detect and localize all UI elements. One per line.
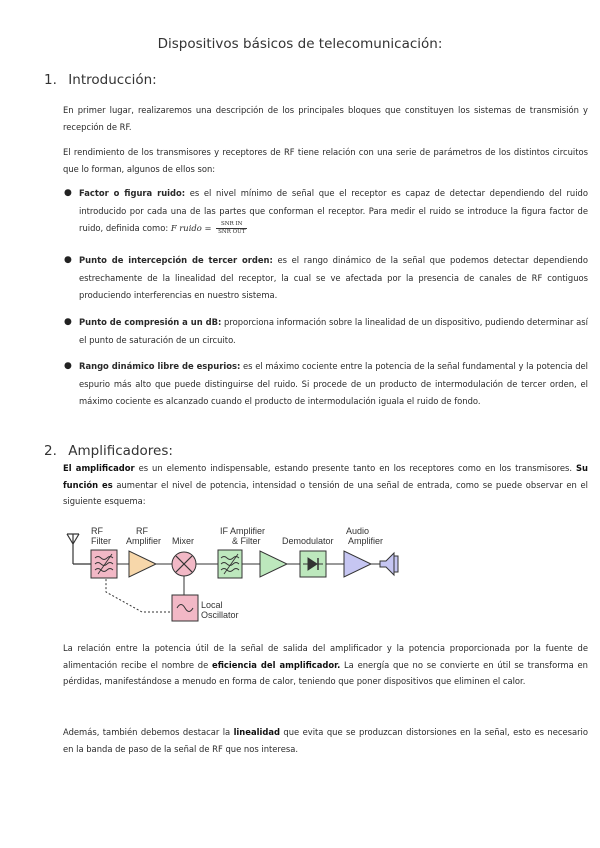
rf-amplifier-triangle [129, 551, 156, 577]
bullet-sfdr [63, 358, 588, 411]
bullet-body: es el nivel mínimo de señal que el receptor es capaz de detectar dependiendo del ruido introducido por cada una de las partes que conforman el receptor. Para medir el ruido se introduce la figura factor de ruido, definida como: [79, 188, 588, 233]
bullet-dot: ● [64, 317, 72, 327]
paragraph-text: aumentar el nivel de potencia, intensidad o tensión de una señal de entrada, como se puede observar en el siguiente esquema: [63, 479, 588, 506]
if-amplifier-label-1: IF Amplifier [220, 526, 266, 536]
bullet-compression-point [63, 314, 588, 349]
local-oscillator-label-2: Oscillator [201, 610, 239, 620]
bullet-noise-figure [63, 185, 588, 238]
if-amplifier-triangle [260, 551, 287, 577]
bullet-text [79, 185, 588, 238]
paragraph-text: que evita que se produzcan distorsiones en la señal, esto es necesario en la banda de paso de la señal de RF que nos interesa. [63, 727, 588, 754]
amplifier-paragraph-2 [63, 640, 588, 690]
section-1-number: 1. [44, 72, 57, 88]
lo-feedback-dashed-line [106, 578, 170, 612]
bold-term: eficiencia del amplificador. [212, 659, 341, 670]
amplifier-paragraph-3 [63, 724, 588, 757]
demodulator-label: Demodulator [282, 536, 334, 546]
if-amplifier-label-2: & Filter [232, 536, 261, 546]
section-2-heading [44, 443, 173, 459]
bullet-term: Punto de compresión a un dB: [79, 317, 222, 327]
bullet-body: proporciona información sobre la linealidad de un dispositivo, pudiendo determinar así el punto de saturación de un circuito. [79, 317, 588, 345]
speaker-icon [380, 553, 398, 575]
bullet-third-order-intercept [63, 252, 588, 305]
audio-amplifier-triangle [344, 551, 371, 577]
paragraph-text: Además, también debemos destacar la [63, 727, 234, 737]
audio-amplifier-label-2: Amplifier [348, 536, 384, 546]
paragraph-text: es un elemento indispensable, estando presente tanto en los receptores como en los transmisores. [134, 463, 577, 473]
page-title: Dispositivos básicos de telecomunicación: [157, 36, 443, 52]
section-2-title: Amplificadores: [68, 443, 173, 459]
antenna-icon [67, 534, 91, 564]
paragraph-text: La relación entre la potencia útil de la señal de salida del amplificador y la potencia proporcionada por la fuente de alimentación recibe el nombre de [63, 643, 588, 670]
bullet-term: Factor o figura ruido: [79, 188, 186, 198]
section-2-number: 2. [44, 443, 57, 459]
audio-amplifier-label-1: Audio [346, 526, 370, 536]
bullet-term: Rango dinámico libre de espurios: [79, 361, 241, 371]
bold-term: Su función es [63, 463, 589, 490]
intro-paragraph-1: En primer lugar, realizaremos una descripción de los principales bloques que constituyen los sistemas de transmisión y recepción de RF. [63, 105, 588, 132]
section-1-heading [44, 72, 157, 88]
bullet-dot: ● [64, 361, 72, 371]
formula-lhs: F ruido = [170, 223, 215, 233]
formula-numerator: SNR IN [216, 221, 247, 229]
bold-term: linealidad [233, 727, 280, 737]
local-oscillator-label-1: Local [201, 600, 223, 610]
bullet-dot: ● [64, 255, 72, 265]
formula-denominator: SNR OUT [218, 229, 246, 235]
bullet-text [79, 358, 588, 411]
intro-paragraph-2: El rendimiento de los transmisores y receptores de RF tiene relación con una serie de parámetros de los distintos circuitos que lo forman, algunos de ellos son: [63, 147, 588, 174]
rf-filter-label-1: RF [91, 526, 103, 536]
mixer-label: Mixer [172, 536, 194, 546]
bold-term: El amplificador [63, 463, 135, 473]
bullet-text [79, 252, 588, 305]
formula-fraction [216, 221, 247, 236]
rf-receiver-block-diagram [62, 520, 407, 630]
bullet-dot: ● [64, 188, 72, 198]
paragraph-text: La energía que no se convierte en útil se transforma en pérdidas, manifestándose a menudo en forma de calor, teniendo que poner dispositivos que eliminen el calor. [63, 659, 588, 686]
bullet-term: Punto de intercepción de tercer orden: [79, 255, 273, 265]
rf-filter-block [91, 550, 117, 578]
rf-filter-label-2: Filter [91, 536, 111, 546]
amplifier-paragraph-1 [63, 460, 588, 510]
rf-amplifier-label-1: RF [136, 526, 148, 536]
bullet-text [79, 314, 588, 349]
rf-amplifier-label-2: Amplifier [126, 536, 162, 546]
bullet-body: es el máximo cociente entre la potencia de la señal fundamental y la potencia del espurio más alto que puede distinguirse del ruido. Si procede de un producto de intermodulación de tercer orden, el máximo cociente es alcanzado cuando el producto de intermodulación iguala el ruido de fondo. [79, 361, 589, 406]
section-1-title: Introducción: [68, 72, 157, 88]
bullet-body: es el rango dinámico de la señal que podemos detectar dependiendo estrechamente de la linealidad del receptor, la cual se ve afectada por la presencia de canales de RF contiguos produciendo interferencias en nuestro sistema. [79, 255, 588, 300]
